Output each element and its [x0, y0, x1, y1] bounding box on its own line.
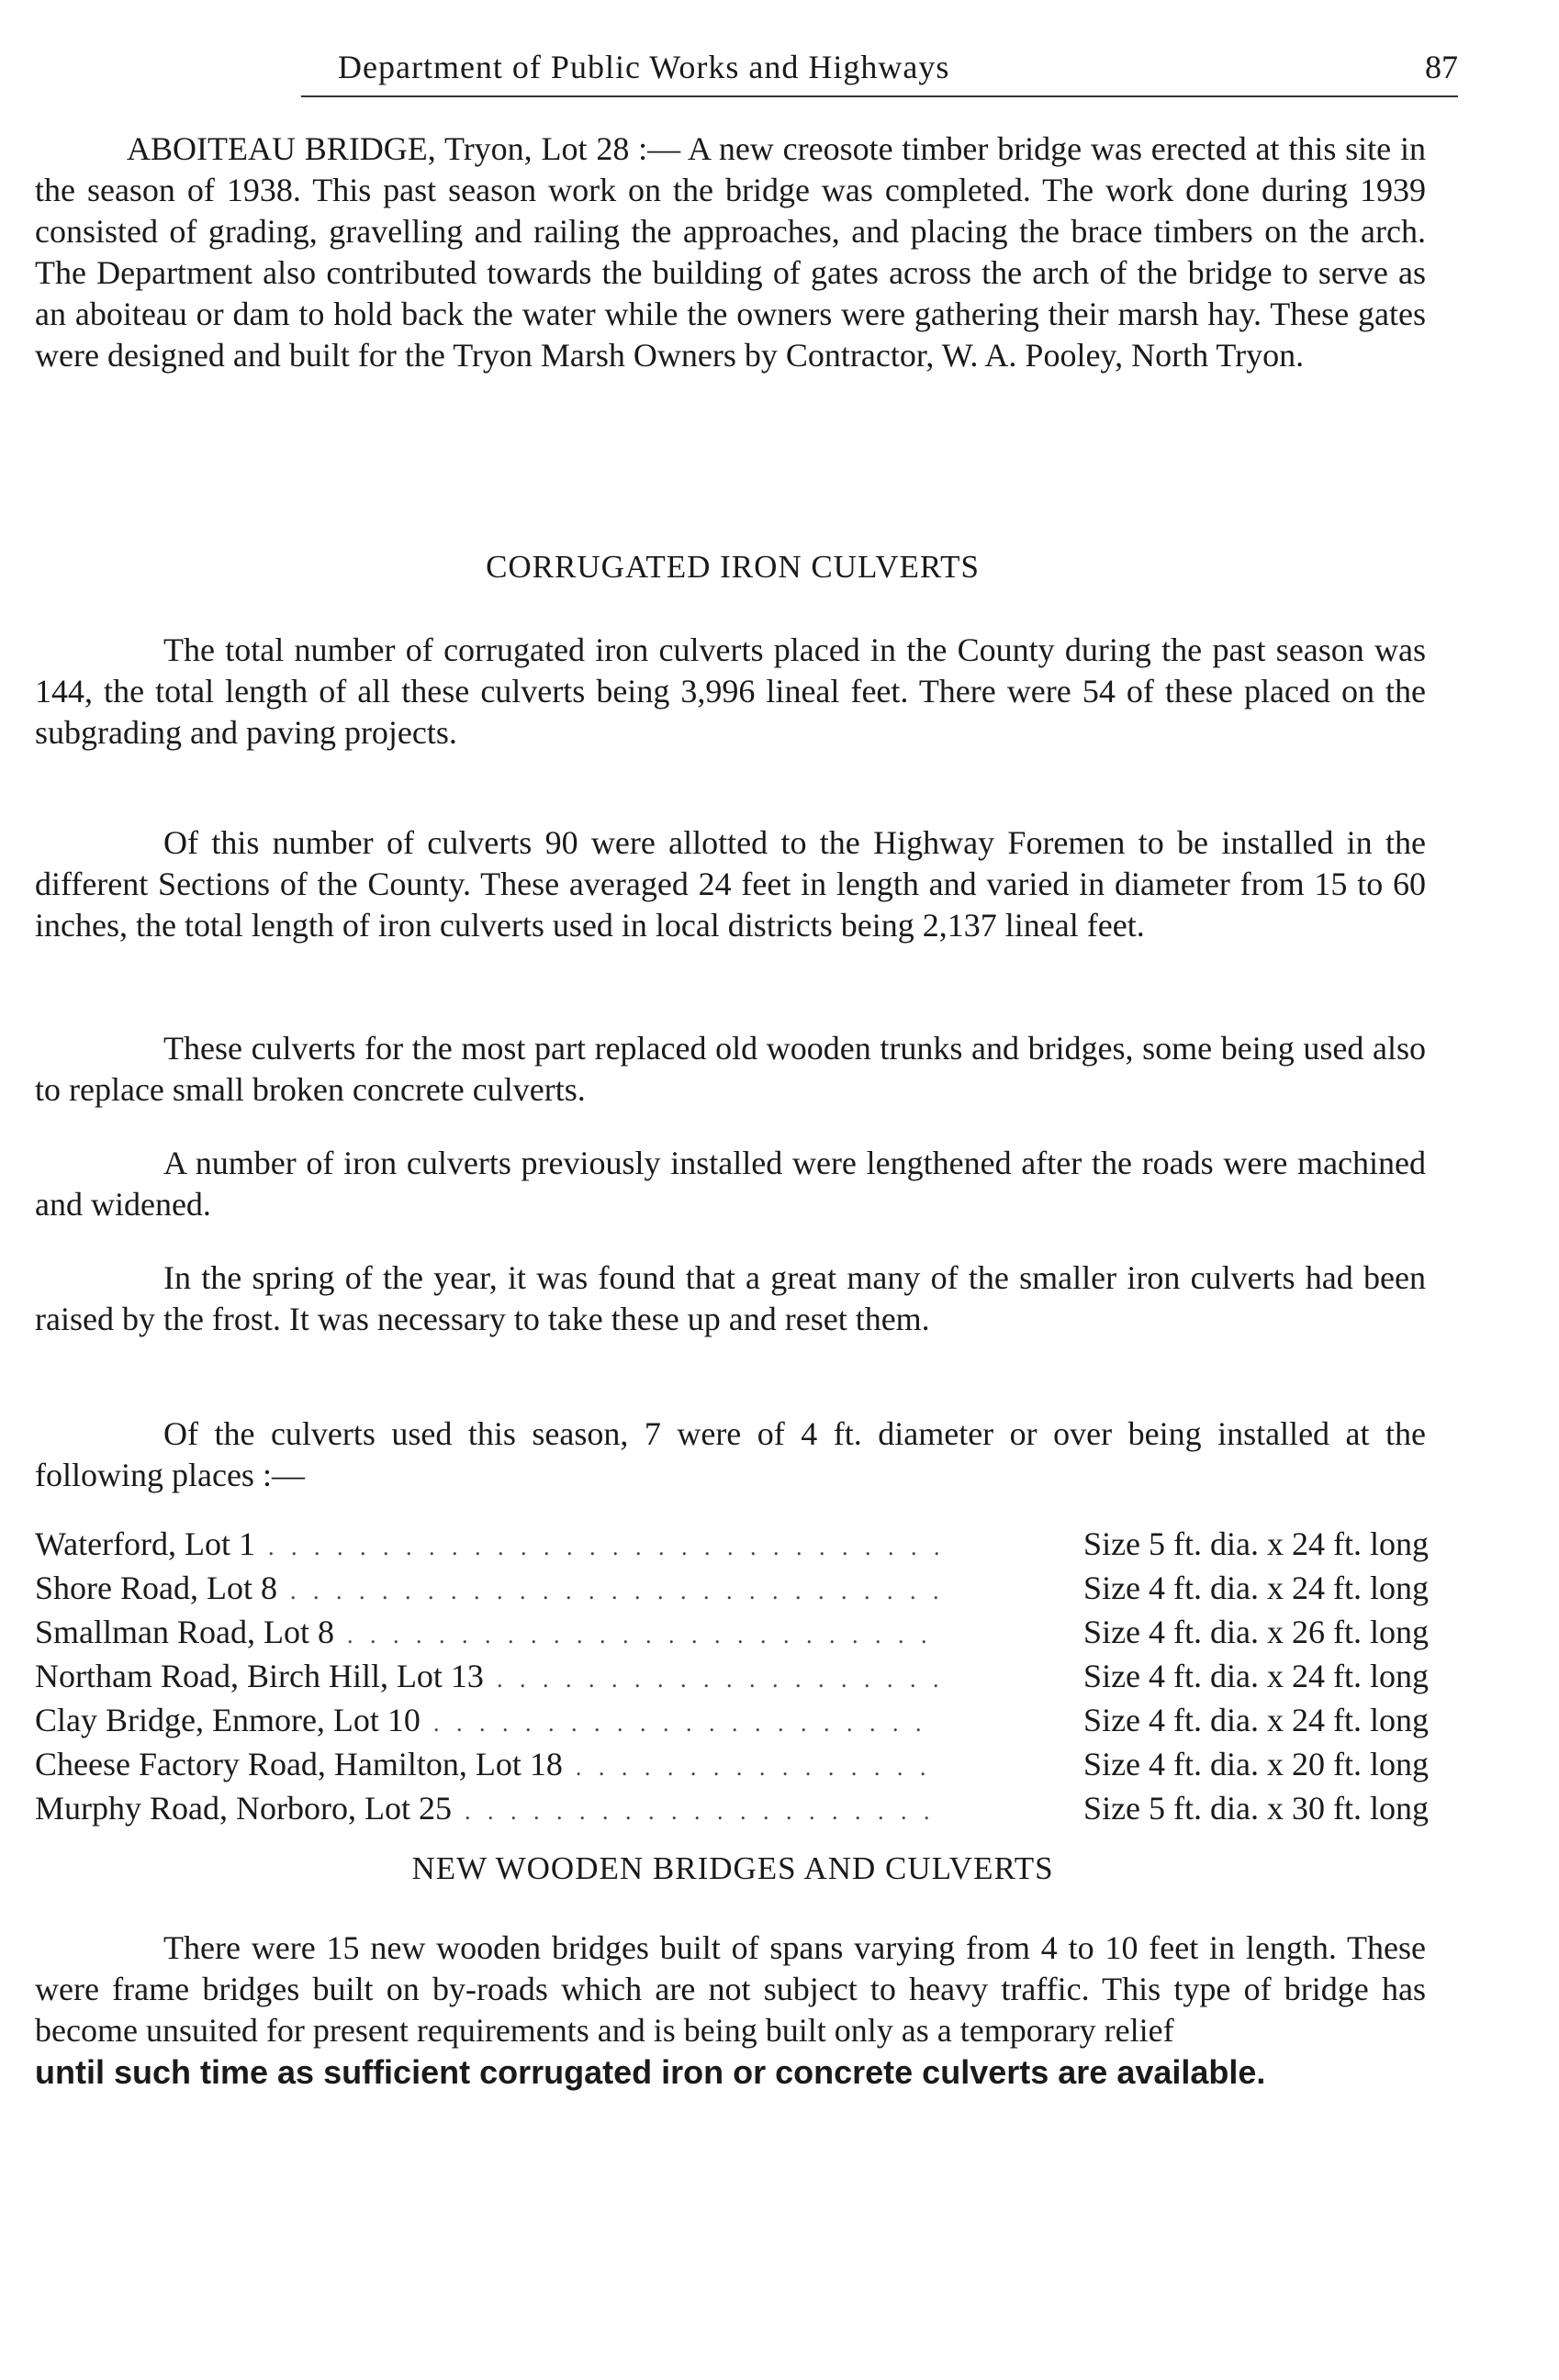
running-head: Department of Public Works and Highways: [338, 49, 950, 85]
culvert-location: Shore Road, Lot 8: [35, 1570, 277, 1606]
list-item: [35, 1744, 1429, 1788]
dot-leader: [347, 1615, 938, 1656]
culverts-replaced-paragraph: [35, 1028, 1426, 1111]
culvert-size: Size 4 ft. dia. x 20 ft. long: [1083, 1746, 1429, 1782]
culverts-large-text: Of the culverts used this season, 7 were of 4 ft. diameter or over being installed at the following places :—: [35, 1415, 1426, 1493]
list-item: [35, 1524, 1429, 1568]
list-item: [35, 1700, 1429, 1744]
culvert-location: Cheese Factory Road, Hamilton, Lot 18: [35, 1746, 563, 1782]
wooden-heading: NEW WOODEN BRIDGES AND CULVERTS: [411, 1850, 1054, 1886]
culvert-location: Smallman Road, Lot 8: [35, 1614, 334, 1650]
culverts-lengthened-paragraph: [35, 1143, 1426, 1225]
culverts-total-paragraph: [35, 630, 1426, 754]
culvert-location-list: [35, 1524, 1429, 1832]
culvert-size: Size 4 ft. dia. x 24 ft. long: [1083, 1570, 1429, 1606]
culvert-size: Size 4 ft. dia. x 24 ft. long: [1083, 1658, 1429, 1694]
dot-leader: [433, 1704, 938, 1744]
page-number: 87: [1425, 49, 1458, 85]
wooden-paragraph: [35, 1927, 1426, 2093]
aboiteau-paragraph: [35, 128, 1426, 376]
dot-leader: [290, 1571, 938, 1612]
culvert-location: Waterford, Lot 1: [35, 1525, 256, 1562]
list-item: [35, 1612, 1429, 1656]
culvert-location: Murphy Road, Norboro, Lot 25: [35, 1790, 452, 1827]
list-item: [35, 1568, 1429, 1612]
page-header: [301, 48, 1458, 92]
dot-leader: [497, 1659, 938, 1700]
culvert-size: Size 4 ft. dia. x 24 ft. long: [1083, 1702, 1429, 1738]
culvert-size: Size 5 ft. dia. x 30 ft. long: [1083, 1790, 1429, 1827]
dot-leader: [465, 1792, 938, 1832]
culverts-large-paragraph: [35, 1413, 1426, 1496]
header-rule: [301, 95, 1458, 97]
culvert-size: Size 4 ft. dia. x 26 ft. long: [1083, 1614, 1429, 1650]
culverts-allotted-text: Of this number of culverts 90 were allotted to the Highway Foremen to be installed in the different Sections of the County. These averaged 24 feet in length and varied in diameter from 15 to 60 inches, the total length of iron culverts used in local districts being 2,137 lineal feet.: [35, 824, 1426, 944]
culverts-replaced-text: These culverts for the most part replaced old wooden trunks and bridges, some being used also to replace small broken concrete culverts.: [35, 1030, 1426, 1108]
aboiteau-text: ABOITEAU BRIDGE, Tryon, Lot 28 :— A new creosote timber bridge was erected at this site in the season of 1938. This past season work on the bridge was completed. The work done during 1939 consisted of grading, gravelling and railing the approaches, and placing the brace timbers on the arch. The Department also contributed towards the building of gates across the arch of the bridge to serve as an aboiteau or dam to hold back the water while the owners were gathering their marsh hay. These gates were designed and built for the Tryon Marsh Owners by Contractor, W. A. Pooley, North Tryon.: [35, 130, 1426, 374]
list-item: [35, 1656, 1429, 1700]
culverts-lengthened-text: A number of iron culverts previously installed were lengthened after the roads were machined and widened.: [35, 1145, 1426, 1223]
wooden-text-bold: until such time as sufficient corrugated iron or concrete culverts are available.: [35, 2053, 1266, 2091]
culvert-location: Northam Road, Birch Hill, Lot 13: [35, 1658, 484, 1694]
corrugated-heading: CORRUGATED IRON CULVERTS: [486, 549, 980, 585]
wooden-text: There were 15 new wooden bridges built of spans varying from 4 to 10 feet in length. These were frame bridges built on by-roads which are not subject to heavy traffic. This type of bridge has become unsuited for present requirements and is being built only as a temporary relief: [35, 1929, 1426, 2049]
culverts-frost-paragraph: [35, 1257, 1426, 1340]
culverts-total-text: The total number of corrugated iron culverts placed in the County during the past season was 144, the total length of all these culverts being 3,996 lineal feet. There were 54 of these placed on the subgrading and paving projects.: [35, 631, 1426, 751]
dot-leader: [268, 1527, 938, 1568]
culvert-location: Clay Bridge, Enmore, Lot 10: [35, 1702, 421, 1738]
culverts-allotted-paragraph: [35, 822, 1426, 946]
dot-leader: [576, 1748, 938, 1788]
list-item: [35, 1788, 1429, 1832]
culverts-frost-text: In the spring of the year, it was found that a great many of the smaller iron culverts had been raised by the frost. It was necessary to take these up and reset them.: [35, 1259, 1426, 1337]
culvert-size: Size 5 ft. dia. x 24 ft. long: [1083, 1525, 1429, 1562]
